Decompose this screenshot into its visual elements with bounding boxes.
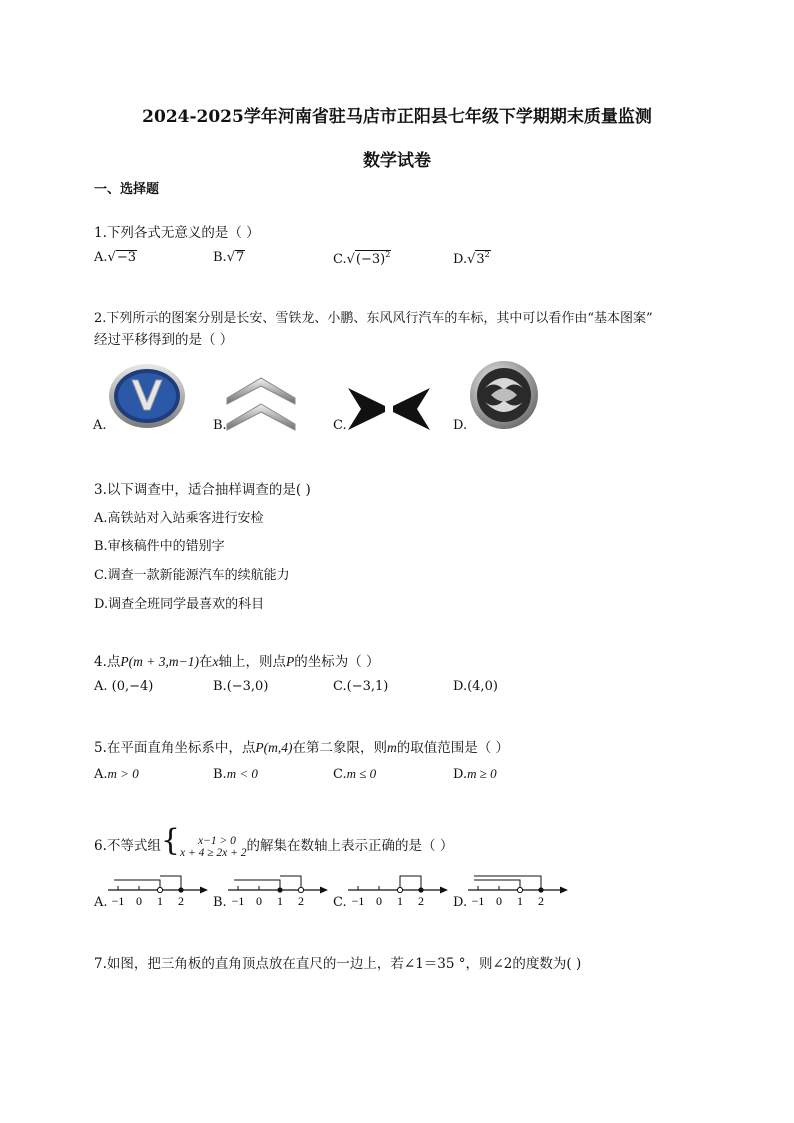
xpeng-logo-icon[interactable]: [347, 386, 431, 432]
q4-option-b[interactable]: [213, 679, 268, 694]
question-1-stem: 1.下列各式无意义的是（ ）: [94, 225, 260, 241]
stem-text: 在: [198, 654, 213, 670]
stem-text: 的坐标为（ ）: [294, 654, 380, 670]
q4-option-d[interactable]: [453, 679, 498, 694]
option-label: D.: [453, 679, 468, 694]
q2-option-d-label[interactable]: D.: [453, 418, 468, 433]
number-line-d[interactable]: [464, 868, 572, 910]
tick-label: 0: [256, 894, 262, 908]
option-value: m ≥ 0: [467, 766, 497, 781]
stem-math: x: [212, 654, 219, 669]
tick-label: 1: [397, 894, 403, 908]
stem-text: 6.不等式组: [94, 838, 161, 854]
tick-label: −1: [471, 894, 485, 908]
number-line-a[interactable]: [104, 868, 212, 910]
stem-text: 轴上，则点: [218, 654, 286, 670]
q1-option-c[interactable]: $C.√(-3)^2$: [333, 250, 391, 267]
dongfeng-logo-icon[interactable]: [469, 360, 539, 430]
tick-label: 0: [496, 894, 502, 908]
q6-option-c-label[interactable]: C.: [333, 895, 347, 910]
q1-option-d[interactable]: $D.√3^2$: [453, 250, 490, 267]
option-value: m > 0: [107, 766, 139, 781]
q3-option-d[interactable]: D.调查全班同学最喜欢的科目: [94, 597, 265, 612]
stem-text: 4.点: [94, 654, 121, 670]
stem-math: P(m + 3,m−1): [120, 654, 199, 669]
question-6-stem: [94, 823, 454, 859]
tick-label: 0: [376, 894, 382, 908]
option-value: m ≤ 0: [346, 766, 377, 781]
option-label: B.: [213, 767, 227, 782]
radicand: (−3): [355, 252, 386, 267]
q2-option-b-label[interactable]: B.: [213, 418, 227, 433]
stem-text: 的解集在数轴上表示正确的是（ ）: [246, 838, 454, 854]
option-label: C.: [333, 252, 347, 267]
option-label: C.: [333, 679, 347, 694]
q2-option-c-label[interactable]: C.: [333, 418, 347, 433]
q4-option-a[interactable]: [94, 679, 153, 694]
tick-label: −1: [231, 894, 245, 908]
option-value: m < 0: [226, 766, 258, 781]
tick-label: 2: [298, 894, 304, 908]
brace-symbol: {: [160, 823, 180, 858]
inequality-2: x + 4 ≥ 2x + 2: [179, 846, 247, 859]
stem-text: 在第二象限，则: [292, 740, 388, 756]
option-label: A.: [94, 250, 108, 265]
option-label: D.: [453, 252, 468, 267]
question-3-stem: 3.以下调查中，适合抽样调查的是( ): [94, 482, 311, 498]
tick-label: 1: [277, 894, 283, 908]
question-2-stem-cont: 经过平移得到的是（ ）: [94, 332, 234, 348]
tick-label: 0: [136, 894, 142, 908]
tick-label: 2: [418, 894, 424, 908]
radicand: 7: [235, 250, 245, 265]
stem-text: 的取值范围是（ ）: [396, 740, 510, 756]
option-label: C.: [333, 767, 347, 782]
stem-math: P(m,4): [255, 740, 293, 755]
number-line-c[interactable]: [344, 868, 452, 910]
page-subtitle: 数学试卷: [363, 151, 431, 171]
exponent: 2: [385, 250, 391, 259]
q1-option-a[interactable]: A.√−3: [94, 250, 136, 265]
exponent: 2: [484, 250, 490, 259]
q3-option-a[interactable]: A.高铁站对入站乘客进行安检: [94, 511, 264, 526]
tick-label: −1: [111, 894, 125, 908]
tick-label: 2: [538, 894, 544, 908]
question-5-stem: [94, 736, 509, 756]
q3-option-c[interactable]: C.调查一款新能源汽车的续航能力: [94, 568, 290, 583]
page-title: 2024-2025学年河南省驻马店市正阳县七年级下学期期末质量监测: [142, 107, 652, 127]
option-value: (−3,1): [346, 679, 389, 694]
stem-math: P: [285, 654, 295, 669]
inequality-1: x−1 > 0: [197, 834, 236, 847]
number-line-b[interactable]: [224, 868, 332, 910]
radicand: −3: [116, 250, 136, 265]
question-2-stem: 2.下列所示的图案分别是长安、雪铁龙、小鹏、东风风行汽车的车标，其中可以看作由“基本图案”: [94, 311, 653, 326]
q6-option-a-label[interactable]: A.: [94, 895, 108, 910]
stem-text: 5.在平面直角坐标系中，点: [94, 740, 256, 756]
inequality-system: [180, 835, 247, 859]
tick-label: 1: [517, 894, 523, 908]
citroen-logo-icon[interactable]: [225, 372, 297, 432]
q2-option-a-label[interactable]: A.: [93, 418, 107, 433]
option-label: B.: [213, 250, 227, 265]
option-label: D.: [453, 767, 468, 782]
q4-option-c[interactable]: [333, 679, 388, 694]
q3-option-b[interactable]: B.审核稿件中的错别字: [94, 539, 225, 554]
option-label: B.: [213, 679, 227, 694]
q5-option-b[interactable]: [213, 766, 258, 782]
option-label: A.: [94, 679, 108, 694]
option-value: (−3,0): [226, 679, 269, 694]
tick-label: −1: [351, 894, 365, 908]
q5-option-c[interactable]: [333, 766, 376, 782]
tick-label: 2: [178, 894, 184, 908]
q6-option-b-label[interactable]: B.: [213, 895, 227, 910]
question-7-stem: 7.如图，把三角板的直角顶点放在直尺的一边上，若∠1＝35 °，则∠2的度数为( ): [94, 956, 582, 972]
radicand: 3: [476, 252, 485, 267]
q6-option-d-label[interactable]: D.: [453, 895, 468, 910]
option-value: (4,0): [467, 679, 498, 694]
option-value: (0,−4): [111, 679, 154, 694]
tick-label: 1: [157, 894, 163, 908]
q1-option-b[interactable]: B.√7: [213, 250, 245, 265]
option-label: A.: [94, 767, 108, 782]
changan-logo-icon[interactable]: [107, 362, 187, 430]
question-4-stem: [94, 650, 380, 670]
section-heading: 一、选择题: [94, 182, 160, 197]
stem-math: m: [387, 740, 397, 755]
q5-option-a[interactable]: [94, 766, 139, 782]
q5-option-d[interactable]: [453, 766, 497, 782]
